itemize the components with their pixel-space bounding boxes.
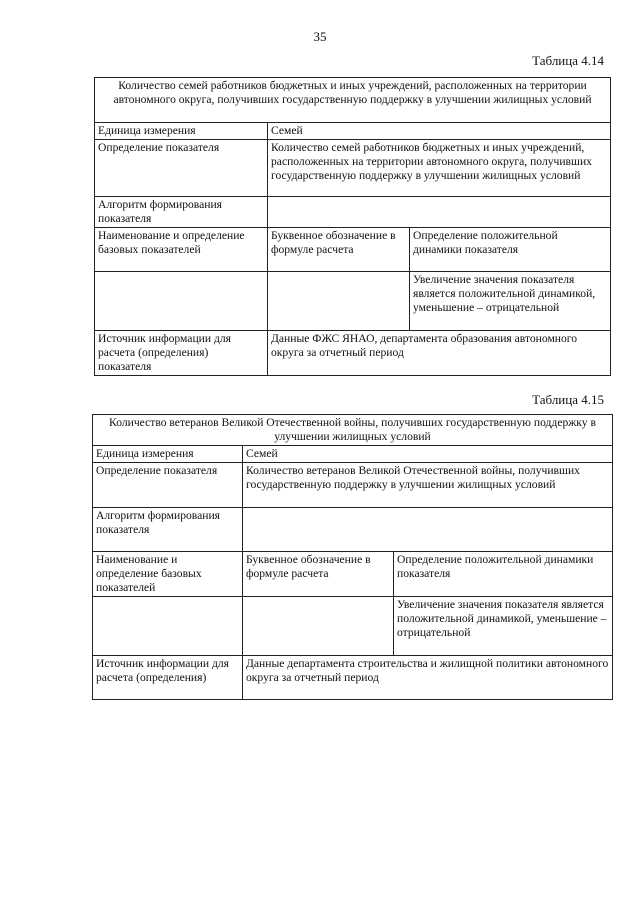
- definition-label: Определение показателя: [95, 140, 268, 197]
- symbol-empty: [268, 272, 410, 331]
- unit-value: Семей: [268, 123, 611, 140]
- dynamics-value: Увеличение значения показателя является положительной динамикой, уменьшение – отрицательной: [394, 597, 613, 656]
- unit-label: Единица измерения: [95, 123, 268, 140]
- source-value: Данные департамента строительства и жилищной политики автономного округа за отчетный период: [243, 656, 613, 700]
- definition-value: Количество семей работников бюджетных и иных учреждений, расположенных на территории автономного округа, получивших государственную поддержку в улучшении жилищных условий: [268, 140, 611, 197]
- base-indicators-label: Наименование и определение базовых показателей: [93, 552, 243, 597]
- algorithm-label: Алгоритм формирования показателя: [93, 508, 243, 552]
- dynamics-value: Увеличение значения показателя является положительной динамикой, уменьшение – отрицательной: [410, 272, 611, 331]
- table-title: Количество семей работников бюджетных и иных учреждений, расположенных на территории автономного округа, получивших государственную поддержку в улучшении жилищных условий: [95, 78, 611, 123]
- indicator-table-4-15: [92, 414, 613, 700]
- algorithm-value: [268, 197, 611, 228]
- algorithm-value: [243, 508, 613, 552]
- page-number: 35: [313, 29, 327, 44]
- symbol-label: Буквенное обозначение в формуле расчета: [268, 228, 410, 272]
- source-label: Источник информации для расчета (определения): [93, 656, 243, 700]
- source-label: Источник информации для расчета (определения) показателя: [95, 331, 268, 376]
- dynamics-label: Определение положительной динамики показателя: [394, 552, 613, 597]
- source-value: Данные ФЖС ЯНАО, департамента образования автономного округа за отчетный период: [268, 331, 611, 376]
- table-caption-4-15: Таблица 4.15: [532, 392, 604, 407]
- symbol-empty: [243, 597, 394, 656]
- unit-value: Семей: [243, 446, 613, 463]
- base-indicators-empty: [95, 272, 268, 331]
- algorithm-label: Алгоритм формирования показателя: [95, 197, 268, 228]
- base-indicators-label: Наименование и определение базовых показателей: [95, 228, 268, 272]
- symbol-label: Буквенное обозначение в формуле расчета: [243, 552, 394, 597]
- definition-value: Количество ветеранов Великой Отечественной войны, получивших государственную поддержку в улучшении жилищных условий: [243, 463, 613, 508]
- unit-label: Единица измерения: [93, 446, 243, 463]
- table-title: Количество ветеранов Великой Отечественной войны, получивших государственную поддержку в улучшении жилищных условий: [93, 415, 613, 446]
- table-caption-4-14: Таблица 4.14: [532, 53, 604, 68]
- dynamics-label: Определение положительной динамики показателя: [410, 228, 611, 272]
- base-indicators-empty: [93, 597, 243, 656]
- definition-label: Определение показателя: [93, 463, 243, 508]
- indicator-table-4-14: [94, 77, 611, 376]
